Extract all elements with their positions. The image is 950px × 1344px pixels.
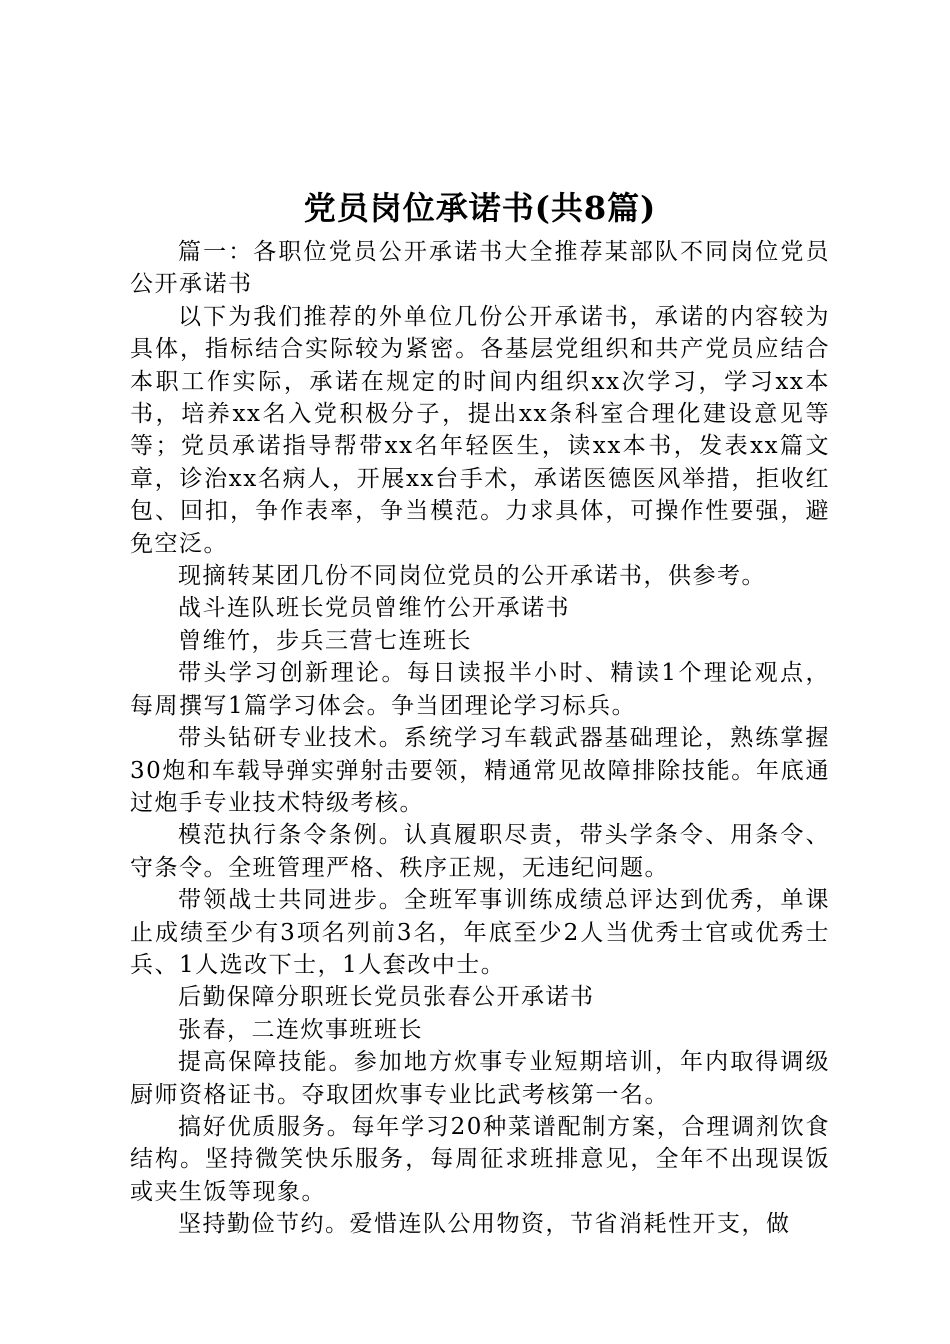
document-title: 党员岗位承诺书(共8篇) [303, 189, 657, 227]
paragraph-pledger-2: 张春，二连炊事班班长 [178, 1016, 423, 1043]
paragraph-pledge-item: 提高保障技能。参加地方炊事专业短期培训，年内取得调级厨师资格证书。夺取团炊事专业比武考核第一名。 [130, 1049, 830, 1108]
paragraph-pledge-title-2: 后勤保障分职班长党员张春公开承诺书 [178, 984, 595, 1011]
paragraph-pledger-1: 曾维竹，步兵三营七连班长 [178, 627, 472, 654]
paragraph-pledge-item: 带头钻研专业技术。系统学习车载武器基础理论，熟练掌握30炮和车载导弹实弹射击要领，精通常见故障排除技能。年底通过炮手专业技术特级考核。 [130, 725, 830, 816]
paragraph-chapter-heading: 篇一：各职位党员公开承诺书大全推荐某部队不同岗位党员公开承诺书 [130, 239, 830, 298]
paragraph-pledge-title-1: 战斗连队班长党员曾维竹公开承诺书 [178, 595, 570, 622]
paragraph-pledge-item: 模范执行条令条例。认真履职尽责，带头学条令、用条令、守条令。全班管理严格、秩序正规，无违纪问题。 [130, 822, 830, 881]
paragraph-pledge-item: 带头学习创新理论。每日读报半小时、精读1个理论观点，每周撰写1篇学习体会。争当团理论学习标兵。 [130, 660, 830, 719]
paragraph-pledge-item: 坚持勤俭节约。爱惜连队公用物资，节省消耗性开支，做 [178, 1211, 791, 1238]
document-page [130, 180, 830, 1241]
paragraph-pledge-item: 带领战士共同进步。全班军事训练成绩总评达到优秀，单课止成绩至少有3项名列前3名，年底至少2人当优秀士官或优秀士兵、1人选改下士，1人套改中士。 [130, 887, 830, 978]
paragraph-pledge-item: 搞好优质服务。每年学习20种菜谱配制方案，合理调剂饮食结构。坚持微笑快乐服务，每周征求班排意见，全年不出现误饭或夹生饭等现象。 [130, 1113, 830, 1205]
paragraph-intro: 以下为我们推荐的外单位几份公开承诺书，承诺的内容较为具体，指标结合实际较为紧密。各基层党组织和共产党员应结合本职工作实际，承诺在规定的时间内组织xx次学习，学习xx本书，培养xx名入党积极分子，提出xx条科室合理化建设意见等等；党员承诺指导帮带xx名年轻医生，读xx本书，发表xx篇文章，诊治xx名病人，开展xx台手术，承诺医德医风举措，拒收红包、回扣，争作表率，争当模范。力求具体，可操作性要强，避免空泛。 [130, 303, 830, 557]
paragraph-reference-note: 现摘转某团几份不同岗位党员的公开承诺书，供参考。 [178, 563, 766, 590]
